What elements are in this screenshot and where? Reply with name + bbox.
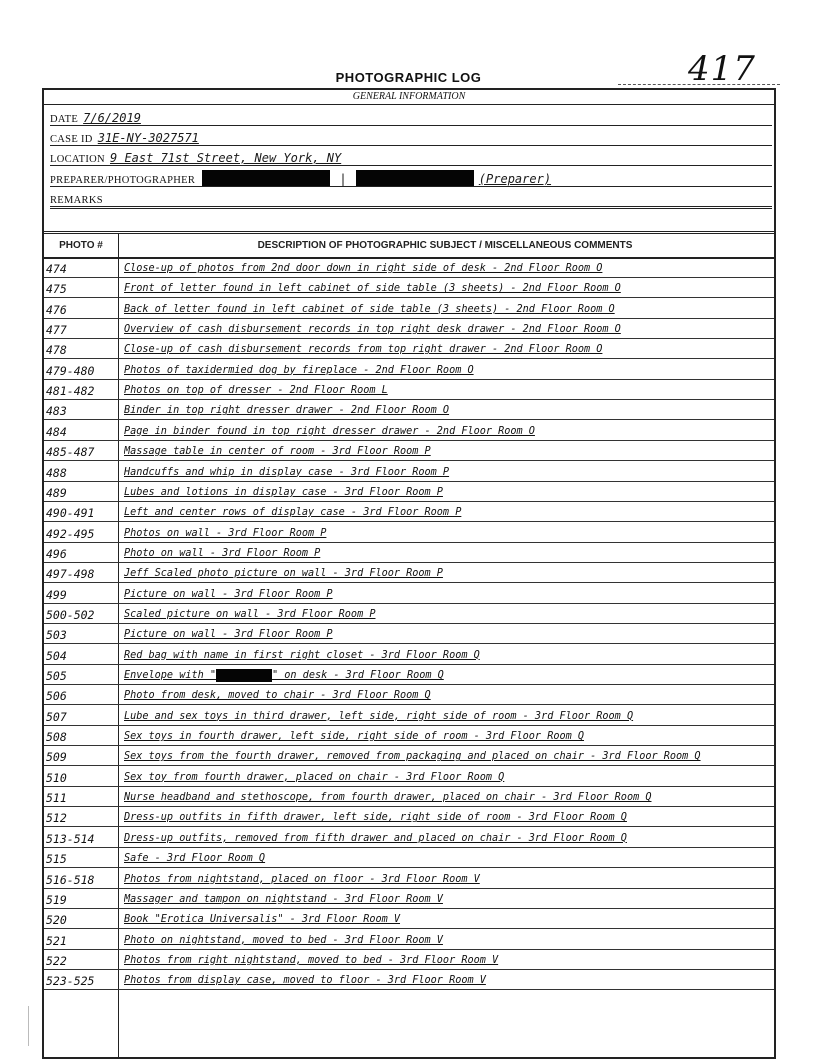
redaction-block [356, 170, 474, 186]
photo-description: Photos from right nightstand, moved to bed - 3rd Floor Room V [124, 954, 499, 966]
photo-description: Nurse headband and stethoscope, from fourth drawer, placed on chair - 3rd Floor Room Q [124, 792, 652, 804]
table-row [44, 381, 774, 400]
photo-description: Lubes and lotions in display case - 3rd Floor Room P [124, 486, 443, 498]
photo-description: Red bag with name in first right closet - 3rd Floor Room Q [124, 649, 480, 661]
table-row [44, 808, 774, 827]
photo-number: 475 [46, 282, 67, 297]
table-row [44, 829, 774, 848]
table-row [44, 340, 774, 359]
general-info-label: GENERAL INFORMATION [44, 90, 774, 105]
table-row [44, 524, 774, 543]
photo-description: Photo from desk, moved to chair - 3rd Floor Room Q [124, 690, 431, 702]
photo-number: 506 [46, 689, 67, 704]
photo-description: Photos on wall - 3rd Floor Room P [124, 527, 327, 539]
location-label: LOCATION [50, 154, 105, 165]
photo-description: Close-up of photos from 2nd door down in right side of desk - 2nd Floor Room O [124, 263, 603, 274]
photo-description: Photos of taxidermied dog by fireplace - 2nd Floor Room O [124, 364, 474, 376]
case-id-label: CASE ID [50, 134, 93, 145]
table-row [44, 646, 774, 665]
photo-number: 478 [46, 343, 67, 358]
photo-description: Sex toy from fourth drawer, placed on chair - 3rd Floor Room Q [124, 771, 505, 783]
table-row [44, 605, 774, 624]
table-row [44, 300, 774, 319]
table-row [44, 747, 774, 766]
photo-number: 519 [46, 892, 67, 907]
photo-description: Lube and sex toys in third drawer, left side, right side of room - 3rd Floor Room Q [124, 710, 634, 722]
table-row [44, 768, 774, 787]
remarks-row [50, 187, 772, 207]
table-row [44, 320, 774, 339]
location-row [50, 146, 772, 166]
photo-description: Scaled picture on wall - 3rd Floor Room P [124, 608, 376, 620]
photo-number: 477 [46, 323, 67, 338]
photo-column-header: PHOTO # [59, 240, 103, 251]
table-row [44, 788, 774, 807]
photo-description: Handcuffs and whip in display case - 3rd Floor Room P [124, 466, 450, 478]
photo-number: 484 [46, 424, 67, 439]
photo-description: Picture on wall - 3rd Floor Room P [124, 588, 333, 600]
photo-description: Binder in top right dresser drawer - 2nd Floor Room O [124, 405, 450, 417]
photo-number: 509 [46, 750, 67, 765]
photo-description: Photo on nightstand, moved to bed - 3rd Floor Room V [124, 934, 443, 946]
redaction-block [202, 170, 330, 186]
table-row [44, 707, 774, 726]
photo-number: 474 [46, 262, 67, 276]
photo-number: 505 [46, 669, 67, 683]
photo-number: 503 [46, 628, 67, 643]
photo-description: Photos on top of dresser - 2nd Floor Room L [124, 385, 388, 397]
table-row [44, 910, 774, 929]
table-row [44, 686, 774, 705]
photo-number: 496 [46, 546, 67, 561]
page-number: 417 [688, 49, 756, 89]
table-row [44, 442, 774, 461]
preparer-label: PREPARER/PHOTOGRAPHER [50, 175, 196, 186]
table-row [44, 625, 774, 644]
photo-description: Sex toys from the fourth drawer, removed from packaging and placed on chair - 3rd Floor Room Q [124, 751, 701, 763]
photo-description: Massage table in center of room - 3rd Floor Room P [124, 446, 431, 458]
photo-number: 523-525 [46, 974, 95, 989]
photo-number: 489 [46, 485, 67, 500]
preparer-tick: | [339, 172, 347, 186]
photo-number: 521 [46, 933, 67, 948]
photo-description: Left and center rows of display case - 3rd Floor Room P [124, 507, 462, 519]
table-row [44, 931, 774, 950]
photo-description: Back of letter found in left cabinet of side table (3 sheets) - 2nd Floor Room O [124, 303, 615, 315]
photo-number: 512 [46, 811, 67, 826]
margin-mark [28, 1006, 33, 1046]
table-row [44, 259, 774, 278]
table-row [44, 666, 774, 685]
photo-description: Close-up of cash disbursement records from top right drawer - 2nd Floor Room O [124, 344, 603, 356]
photo-number: 490-491 [46, 506, 95, 521]
log-title: PHOTOGRAPHIC LOG [335, 70, 482, 85]
table-row [44, 279, 774, 298]
table-row [44, 422, 774, 441]
photo-number: 497-498 [46, 567, 95, 582]
photo-number: 500-502 [46, 607, 95, 622]
table-row [44, 870, 774, 889]
table-row [44, 971, 774, 990]
photo-number: 520 [46, 913, 67, 928]
photo-number: 485-487 [46, 445, 95, 460]
photo-number: 513-514 [46, 831, 95, 846]
description-column-header: DESCRIPTION OF PHOTOGRAPHIC SUBJECT / MISCELLANEOUS COMMENTS [257, 240, 633, 251]
table-row [44, 361, 774, 380]
date-value: 7/6/2019 [83, 111, 141, 125]
photo-description: Dress-up outfits, removed from fifth drawer and placed on chair - 3rd Floor Room Q [124, 832, 627, 844]
table-row [44, 849, 774, 868]
photo-number: 516-518 [46, 872, 95, 887]
photo-number: 511 [46, 791, 67, 806]
photo-description: Photos from nightstand, placed on floor - 3rd Floor Room V [124, 873, 480, 885]
photo-number: 483 [46, 404, 67, 419]
table-row [44, 951, 774, 970]
preparer-note: (Preparer) [478, 172, 552, 186]
date-row [50, 106, 772, 126]
photo-description: Photo on wall - 3rd Floor Room P [124, 547, 321, 559]
photo-number: 488 [46, 465, 67, 480]
table-top-rule [44, 231, 774, 234]
case-id-row [50, 126, 772, 146]
table-row [44, 463, 774, 482]
table-row [44, 483, 774, 502]
photo-description: Massager and tampon on nightstand - 3rd Floor Room V [124, 893, 443, 905]
table-row [44, 564, 774, 583]
preparer-row [50, 167, 772, 187]
photo-description [124, 666, 772, 684]
photo-number: 507 [46, 709, 67, 724]
photo-description: Front of letter found in left cabinet of side table (3 sheets) - 2nd Floor Room O [124, 283, 621, 295]
photo-number: 481-482 [46, 384, 95, 399]
table-row [44, 890, 774, 909]
photo-number: 499 [46, 587, 67, 602]
photo-description: Overview of cash disbursement records in top right desk drawer - 2nd Floor Room O [124, 324, 621, 336]
photo-description: Sex toys in fourth drawer, left side, right side of room - 3rd Floor Room Q [124, 731, 585, 743]
remarks-line [50, 208, 772, 209]
photo-number: 479-480 [46, 363, 95, 378]
remarks-label: REMARKS [50, 195, 103, 206]
photo-number: 522 [46, 953, 67, 968]
table-row [44, 585, 774, 604]
photo-description: Book "Erotica Universalis" - 3rd Floor Room V [124, 914, 401, 926]
photo-number: 510 [46, 770, 67, 785]
photo-description: Safe - 3rd Floor Room Q [124, 853, 266, 865]
photo-description: Picture on wall - 3rd Floor Room P [124, 629, 333, 641]
photo-number: 504 [46, 648, 67, 663]
case-id-value: 31E-NY-3027571 [97, 131, 199, 145]
redaction-block [216, 669, 272, 682]
date-label: DATE [50, 114, 79, 125]
photo-number: 508 [46, 730, 67, 745]
table-row [44, 544, 774, 563]
photo-description: Dress-up outfits in fifth drawer, left side, right side of room - 3rd Floor Room Q [124, 812, 627, 824]
photo-description: Photos from display case, moved to floor - 3rd Floor Room V [124, 975, 486, 987]
table-row [44, 401, 774, 420]
photo-number: 476 [46, 302, 67, 317]
table-row [44, 503, 774, 522]
description-part: Envelope with " [124, 670, 217, 681]
description-part: " on desk - 3rd Floor Room Q [272, 670, 444, 681]
photo-description: Page in binder found in top right dresser drawer - 2nd Floor Room O [124, 425, 535, 437]
photo-number: 515 [46, 852, 67, 867]
location-value: 9 East 71st Street, New York, NY [110, 151, 342, 165]
table-row [44, 727, 774, 746]
photo-number: 492-495 [46, 526, 95, 541]
photo-description: Jeff Scaled photo picture on wall - 3rd Floor Room P [124, 568, 443, 580]
